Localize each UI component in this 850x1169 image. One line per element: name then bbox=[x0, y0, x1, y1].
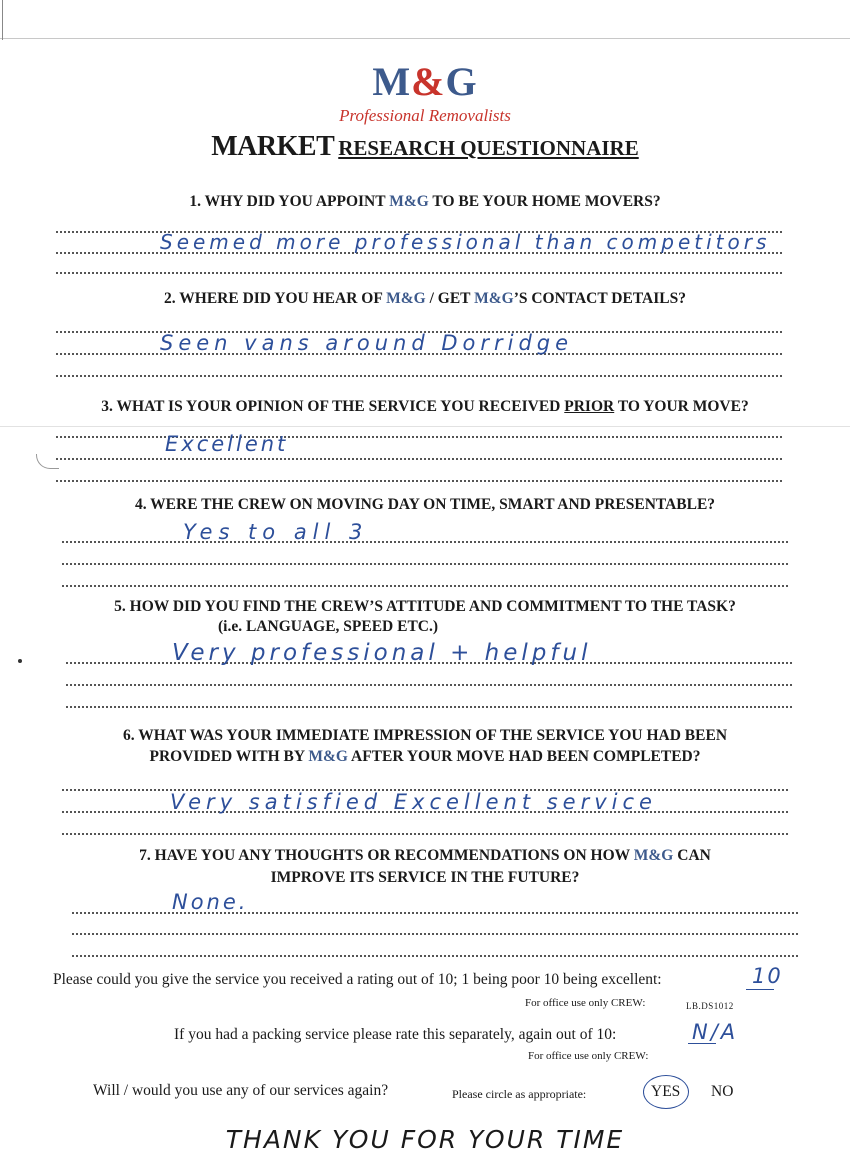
question-6: 6. WHAT WAS YOUR IMMEDIATE IMPRESSION OF THE SERVICE YOU HAD BEEN bbox=[122, 727, 728, 744]
answer-5-handwritten: Very professional + helpful bbox=[172, 640, 592, 666]
question-2: 2. WHERE DID YOU HEAR OF M&G / GET M&G’S CONTACT DETAILS? bbox=[164, 290, 686, 307]
packing-question: If you had a packing service please rate this separately, again out of 10: bbox=[174, 1026, 617, 1043]
question-5-subtext: (i.e. LANGUAGE, SPEED ETC.) bbox=[218, 618, 439, 635]
thank-you-footer: THANK YOU FOR YOUR TIME bbox=[225, 1125, 625, 1154]
answer-4-handwritten: Yes to all 3 bbox=[183, 520, 369, 544]
question-3: 3. WHAT IS YOUR OPINION OF THE SERVICE YOU RECEIVED PRIOR TO YOUR MOVE? bbox=[101, 398, 749, 415]
answer-line bbox=[62, 833, 788, 835]
reuse-no-option[interactable]: NO bbox=[711, 1083, 734, 1100]
office-use-crew-2: For office use only CREW: bbox=[528, 1050, 649, 1062]
reuse-question: Will / would you use any of our services again? bbox=[93, 1082, 389, 1099]
answer-line bbox=[72, 955, 798, 957]
answer-line bbox=[66, 684, 792, 686]
scan-left-edge bbox=[2, 0, 3, 40]
question-4: 4. WERE THE CREW ON MOVING DAY ON TIME, SMART AND PRESENTABLE? bbox=[134, 496, 716, 513]
answer-line bbox=[56, 458, 782, 460]
question-1: 1. WHY DID YOU APPOINT M&G TO BE YOUR HOME MOVERS? bbox=[189, 193, 661, 210]
answer-7-handwritten: None. bbox=[172, 890, 249, 914]
answer-line bbox=[62, 585, 788, 587]
answer-6-handwritten: Very satisfied Excellent service bbox=[170, 790, 657, 814]
form-title: MARKET RESEARCH QUESTIONNAIRE bbox=[211, 131, 639, 162]
reuse-instruction: Please circle as appropriate: bbox=[452, 1087, 587, 1101]
packing-answer-handwritten: N/A bbox=[692, 1020, 739, 1044]
crew-reference: LB.DS1012 bbox=[686, 1001, 734, 1011]
reuse-yes-option[interactable]: YES bbox=[651, 1083, 681, 1100]
company-tagline: Professional Removalists bbox=[339, 106, 511, 125]
answer-1-handwritten: Seemed more professional than competitors bbox=[160, 230, 771, 254]
scan-mark bbox=[36, 454, 59, 469]
answer-2-handwritten: Seen vans around Dorridge bbox=[160, 331, 574, 355]
answer-line bbox=[66, 706, 792, 708]
rating-answer-handwritten: 10 bbox=[752, 964, 783, 988]
question-7-line-2: IMPROVE ITS SERVICE IN THE FUTURE? bbox=[270, 869, 580, 886]
yes-circle-mark bbox=[643, 1075, 689, 1109]
company-logo: M&G bbox=[372, 59, 478, 104]
question-5: 5. HOW DID YOU FIND THE CREW’S ATTITUDE AND COMMITMENT TO THE TASK? bbox=[114, 598, 736, 615]
answer-line bbox=[56, 375, 782, 377]
answer-line bbox=[62, 541, 788, 543]
answer-line bbox=[62, 563, 788, 565]
scan-mark bbox=[18, 659, 22, 663]
rating-question: Please could you give the service you received a rating out of 10; 1 being poor 10 being excellent: bbox=[53, 971, 662, 988]
question-7: 7. HAVE YOU ANY THOUGHTS OR RECOMMENDATIONS ON HOW M&G CAN bbox=[139, 847, 711, 864]
question-6-line-2: PROVIDED WITH BY M&G AFTER YOUR MOVE HAD BEEN COMPLETED? bbox=[149, 748, 701, 765]
office-use-crew-1: For office use only CREW: bbox=[525, 997, 646, 1009]
answer-line bbox=[56, 272, 782, 274]
answer-line bbox=[72, 933, 798, 935]
packing-answer-underline bbox=[688, 1043, 716, 1044]
rating-answer-underline bbox=[746, 989, 774, 990]
answer-3-handwritten: Excellent bbox=[165, 432, 289, 456]
fold-line bbox=[0, 426, 850, 427]
scan-top-edge bbox=[0, 38, 850, 39]
answer-line bbox=[56, 480, 782, 482]
